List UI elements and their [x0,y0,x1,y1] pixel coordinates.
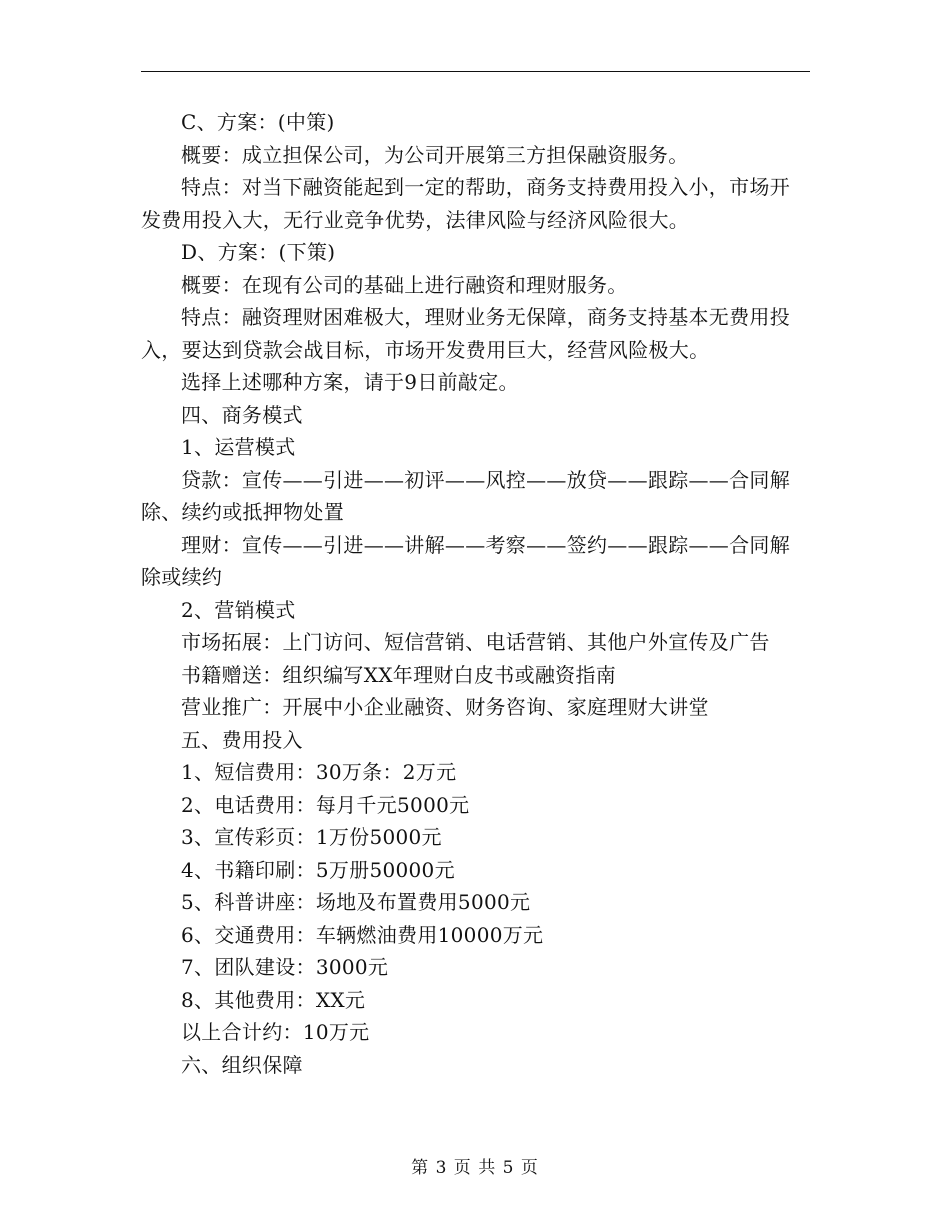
paragraph-decision-note: 选择上述哪种方案，请于9日前敲定。 [181,370,519,394]
document-body [141,106,810,1081]
cost-item-other: 8、其他费用：XX元 [181,987,366,1012]
section-heading-organization: 六、组织保障 [181,1052,303,1077]
subheading-operating-model: 1、运营模式 [181,435,296,459]
paragraph-plan-c-features: 特点：对当下融资能起到一定的帮助，商务支持费用投入小，市场开发费用投入大，无行业竞争优势，法律风险与经济风险很大。 [141,175,790,232]
paragraph-plan-d-features: 特点：融资理财困难极大，理财业务无保障，商务支持基本无费用投入，要达到贷款会战目标，市场开发费用巨大，经营风险极大。 [141,305,790,362]
paragraph-business-promotion: 营业推广：开展中小企业融资、财务咨询、家庭理财大讲堂 [181,695,709,719]
page-number-footer: 第 3 页 共 5 页 [411,1158,539,1178]
cost-item-lecture: 5、科普讲座：场地及布置费用5000元 [181,890,531,914]
cost-item-sms: 1、短信费用：30万条：2万元 [181,760,457,784]
cost-item-transport: 6、交通费用：车辆燃油费用10000万元 [181,922,544,947]
cost-item-book-printing: 4、书籍印刷：5万册50000元 [181,857,455,882]
section-heading-cost-input: 五、费用投入 [181,727,303,752]
cost-total: 以上合计约：10万元 [181,1020,370,1044]
header-rule [141,71,810,72]
paragraph-plan-d-summary: 概要：在现有公司的基础上进行融资和理财服务。 [181,272,628,297]
paragraph-plan-c-summary: 概要：成立担保公司，为公司开展第三方担保融资服务。 [181,142,689,167]
cost-item-brochure: 3、宣传彩页：1万份5000元 [181,825,442,849]
paragraph-loan-process: 贷款：宣传——引进——初评——风控——放贷——跟踪——合同解除、续约或抵押物处置 [141,467,790,524]
paragraph-plan-d-title: D、方案：(下策) [181,240,336,264]
paragraph-book-gift: 书籍赠送：组织编写XX年理财白皮书或融资指南 [181,662,617,687]
cost-item-team-building: 7、团队建设：3000元 [181,955,389,979]
paragraph-market-expansion: 市场拓展：上门访问、短信营销、电话营销、其他户外宣传及广告 [181,630,770,654]
cost-item-phone: 2、电话费用：每月千元5000元 [181,792,470,817]
paragraph-plan-c-title: C、方案：(中策) [181,110,335,134]
paragraph-finance-process: 理财：宣传——引进——讲解——考察——签约——跟踪——合同解除或续约 [141,532,790,589]
section-heading-business-model: 四、商务模式 [181,402,303,427]
subheading-marketing-model: 2、营销模式 [181,597,296,622]
